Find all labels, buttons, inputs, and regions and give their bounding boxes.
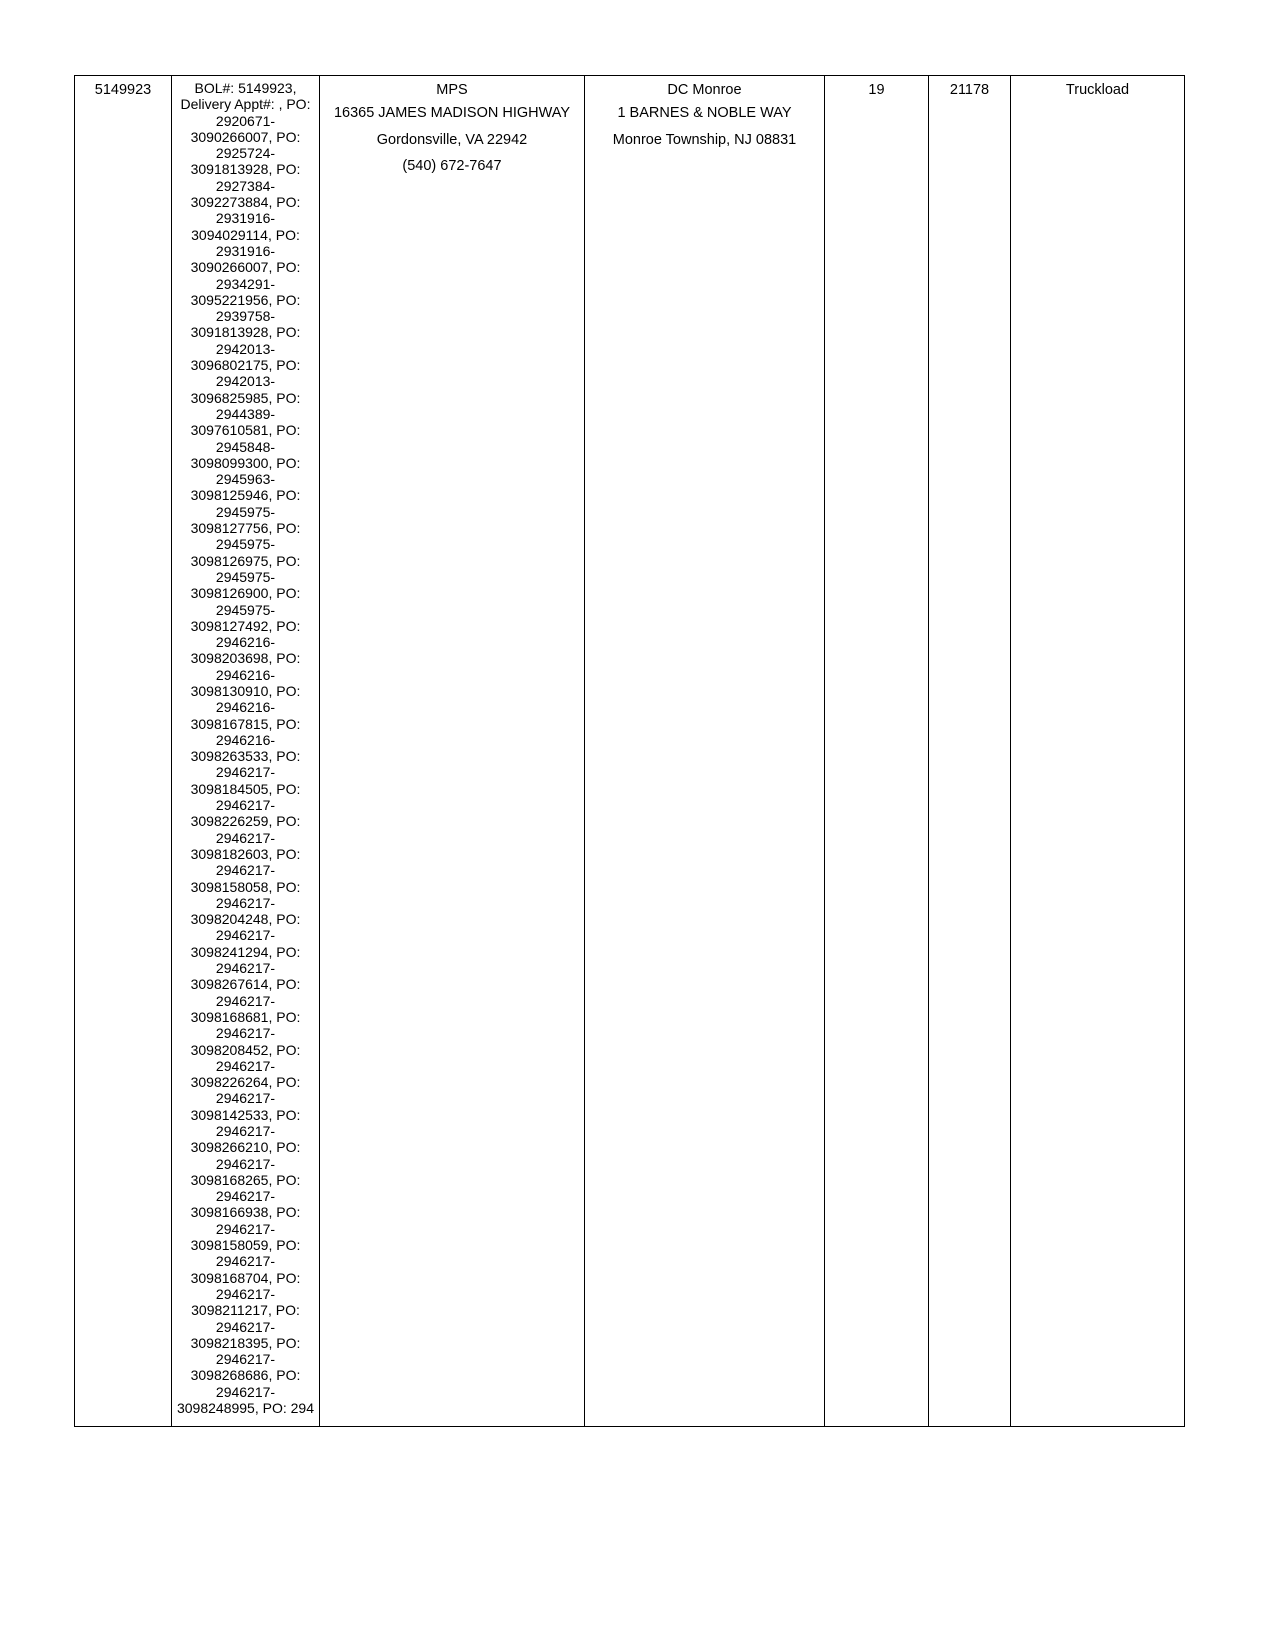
bol-line: 3098248995, PO: 294 — [176, 1400, 314, 1417]
origin-cell — [320, 76, 585, 1427]
bol-line: 2945963- — [215, 471, 276, 488]
bol-line: 3098204248, PO: — [190, 911, 301, 928]
bol-line: 2946216- — [215, 731, 276, 748]
bol-line: 2946217- — [215, 1285, 276, 1302]
bol-line: 2946217- — [215, 1318, 276, 1335]
bol-line: 2946217- — [215, 1057, 276, 1074]
quantity-value: 19 — [868, 82, 885, 98]
bol-line: 2939758- — [215, 308, 276, 325]
bol-line: 3098266210, PO: — [190, 1139, 301, 1156]
bol-line: 2944389- — [215, 405, 276, 422]
mode-cell — [1011, 76, 1185, 1427]
bol-line: 2945975- — [215, 568, 276, 585]
bol-line: 2946217- — [215, 1351, 276, 1368]
origin-name: MPS — [436, 82, 468, 98]
bol-line: 2945975- — [215, 503, 276, 520]
bol-line: 3098211217, PO: — [191, 1302, 300, 1319]
origin-phone: (540) 672-7647 — [402, 158, 502, 174]
bol-line: 3098130910, PO: — [190, 682, 301, 699]
bol-line: 3098127756, PO: — [190, 520, 301, 537]
bol-line: 3098182603, PO: — [190, 845, 301, 862]
bol-line: 3098203698, PO: — [190, 650, 301, 667]
bol-line: 2946217- — [215, 1383, 276, 1400]
bol-line: 3098241294, PO: — [190, 943, 301, 960]
bol-line: 2946217- — [215, 1025, 276, 1042]
bol-line: 3096802175, PO: — [190, 357, 301, 374]
bol-line: 2946217- — [215, 764, 276, 781]
bol-line: 2946217- — [215, 960, 276, 977]
bol-line: 2931916- — [215, 242, 276, 259]
bol-line: 3098126900, PO: — [190, 585, 301, 602]
destination-name: DC Monroe — [667, 82, 742, 98]
bol-line: 2946217- — [215, 927, 276, 944]
bol-line: 3090266007, PO: — [190, 128, 301, 145]
table-row — [75, 76, 1185, 1427]
bol-line: BOL#: 5149923, — [194, 80, 297, 96]
bol-line: 2945848- — [215, 438, 276, 455]
bol-reference-list — [172, 76, 319, 1416]
bol-line: 3098226259, PO: — [190, 813, 301, 830]
bol-line: 3098142533, PO: — [190, 1106, 301, 1123]
bol-line: 3098158058, PO: — [190, 878, 301, 895]
bol-line: 3098263533, PO: — [190, 748, 301, 765]
bol-line: 3096825985, PO: — [190, 389, 301, 406]
bol-line: 2946217- — [215, 1220, 276, 1237]
bol-line: 2942013- — [215, 373, 276, 390]
bol-line: 3095221956, PO: — [190, 291, 301, 308]
origin-street: 16365 JAMES MADISON HIGHWAY — [333, 105, 571, 121]
bol-line: 3091813928, PO: — [190, 161, 301, 178]
destination-cell — [585, 76, 825, 1427]
shipment-id: 5149923 — [94, 82, 152, 98]
bol-line: 2946217- — [215, 1155, 276, 1172]
bol-line: 3098168704, PO: — [190, 1269, 301, 1286]
bol-line: 2945975- — [215, 536, 276, 553]
bol-line: 2946217- — [215, 992, 276, 1009]
bol-line: 3092273884, PO: — [190, 194, 301, 211]
weight-cell — [929, 76, 1011, 1427]
bol-line: Delivery Appt#: , PO: — [180, 96, 311, 113]
destination-city: Monroe Township, NJ 08831 — [612, 131, 797, 148]
shipment-id-cell — [75, 76, 172, 1427]
bol-line: 2946216- — [215, 666, 276, 683]
bol-line: 3098158059, PO: — [190, 1237, 301, 1254]
bol-line: 2931916- — [215, 210, 276, 227]
bol-line: 2946217- — [215, 1188, 276, 1205]
quantity-cell — [825, 76, 929, 1427]
bol-line: 2946217- — [215, 1253, 276, 1270]
bol-line: 2945975- — [215, 601, 276, 618]
weight-value: 21178 — [949, 82, 990, 98]
bol-line: 3098166938, PO: — [190, 1204, 301, 1221]
bol-line: 3098099300, PO: — [190, 454, 301, 471]
bol-line: 2946217- — [215, 1123, 276, 1139]
bol-line: 3098208452, PO: — [190, 1041, 301, 1058]
bol-line: 3098184505, PO: — [190, 780, 301, 797]
bol-line: 3098127492, PO: — [190, 617, 301, 634]
destination-street: 1 BARNES & NOBLE WAY — [617, 105, 792, 121]
bol-line: 3094029114, PO: — [191, 226, 300, 243]
bol-line: 2946217- — [215, 862, 276, 879]
bol-line: 3097610581, PO: — [190, 422, 301, 439]
bol-line: 2925724- — [215, 145, 276, 162]
bol-line: 3098126975, PO: — [190, 552, 301, 569]
bol-line: 2946217- — [215, 829, 276, 846]
bol-line: 3098167815, PO: — [190, 715, 301, 732]
bol-line: 2942013- — [215, 340, 276, 357]
bol-line: 3098268686, PO: — [190, 1367, 301, 1384]
shipping-mode: Truckload — [1065, 82, 1130, 98]
bol-line: 2946216- — [215, 634, 276, 651]
bol-line: 2934291- — [215, 275, 276, 292]
bol-line: 2946216- — [215, 699, 276, 716]
bol-line: 2920671- — [215, 112, 276, 129]
bol-line: 3098168681, PO: — [190, 1008, 301, 1025]
bol-line: 3098226264, PO: — [190, 1074, 301, 1091]
bol-line: 3091813928, PO: — [190, 324, 301, 341]
origin-city: Gordonsville, VA 22942 — [376, 131, 528, 148]
bol-line: 2946217- — [215, 1090, 276, 1107]
bol-line: 2946217- — [215, 797, 276, 814]
bol-cell — [172, 76, 320, 1427]
bol-line: 3098218395, PO: — [190, 1334, 301, 1351]
shipment-table — [74, 75, 1185, 1427]
bol-line: 3098168265, PO: — [190, 1171, 301, 1188]
bol-line: 2927384- — [215, 177, 276, 194]
bol-line: 3090266007, PO: — [190, 259, 301, 276]
bol-line: 2946217- — [215, 894, 276, 911]
bol-line: 3098267614, PO: — [190, 976, 301, 993]
bol-line: 3098125946, PO: — [190, 487, 301, 504]
